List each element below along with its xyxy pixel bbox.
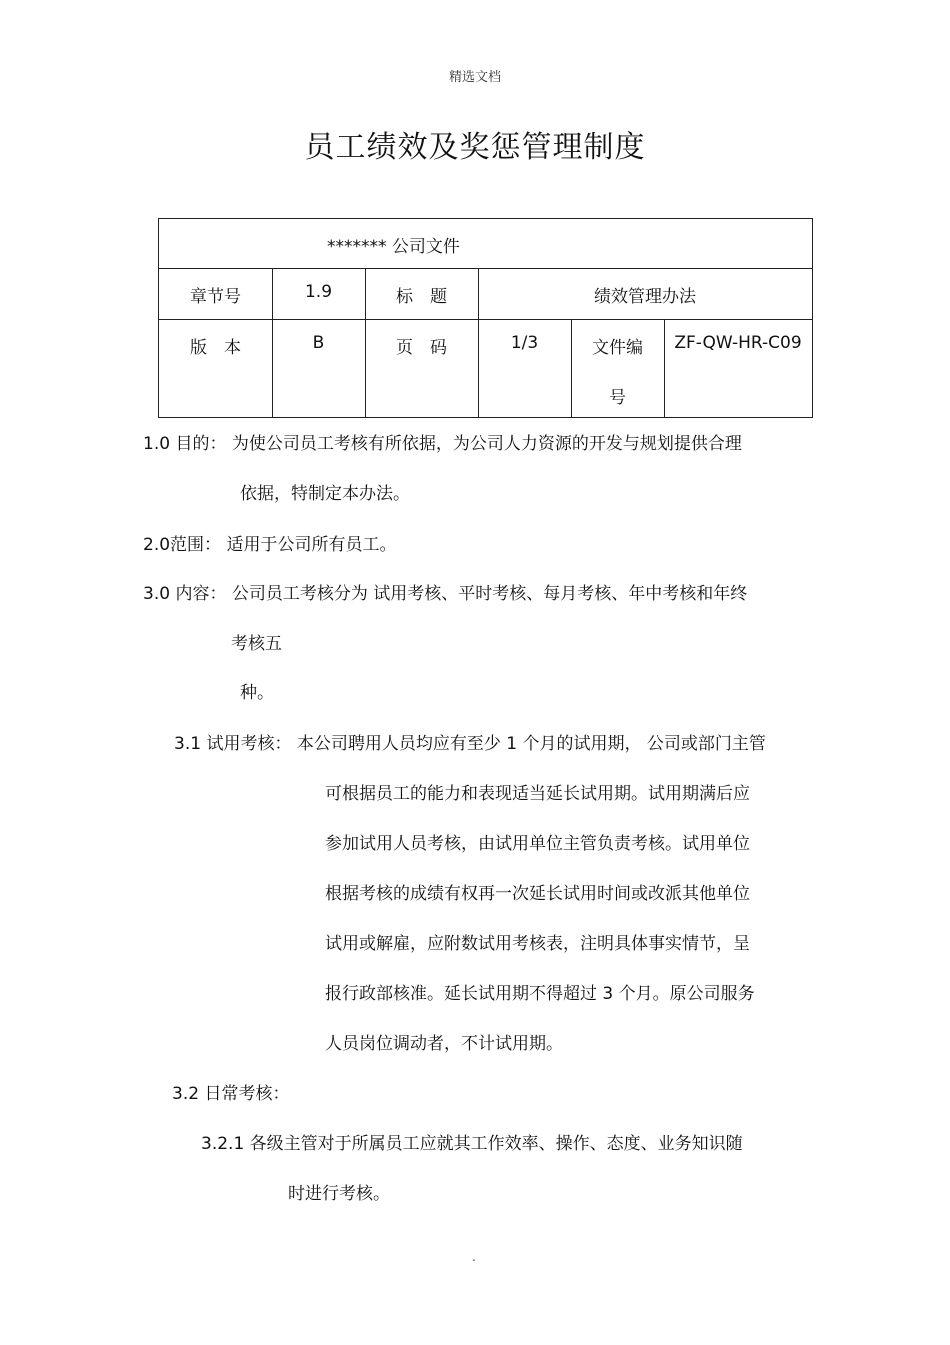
chapter-value: 1.9 xyxy=(304,282,333,302)
footer-mark: . xyxy=(472,1250,476,1264)
file-number-label-cont: 号 xyxy=(609,388,626,408)
section-3-1-line-7: 人员岗位调动者，不计试用期。 xyxy=(325,1034,563,1054)
section-3-line-1: 3.0 内容： 公司员工考核分为 试用考核、平时考核、每月考核、年中考核和年终 xyxy=(143,584,748,604)
section-3-1-line-4: 根据考核的成绩有权再一次延长试用时间或改派其他单位 xyxy=(325,884,750,904)
company-file-label: ******* 公司文件 xyxy=(327,237,460,257)
title-label: 标 题 xyxy=(396,287,447,307)
section-3-2-1-line-1: 3.2.1 各级主管对于所属员工应就其工作效率、操作、态度、业务知识随 xyxy=(201,1134,743,1154)
table-row-divider xyxy=(159,268,812,269)
section-2-line-1: 2.0范围： 适用于公司所有员工。 xyxy=(143,535,397,555)
page-value: 1/3 xyxy=(510,333,539,353)
version-label: 版 本 xyxy=(190,338,241,358)
section-3-line-3: 种。 xyxy=(240,683,274,703)
document-info-table xyxy=(158,218,813,418)
chapter-label: 章节号 xyxy=(190,287,241,307)
file-number-label: 文件编 xyxy=(592,338,643,358)
section-3-line-2: 考核五 xyxy=(231,634,282,654)
table-row-divider xyxy=(159,319,812,320)
section-1-line-1: 1.0 目的： 为使公司员工考核有所依据，为公司人力资源的开发与规划提供合理 xyxy=(143,434,742,454)
section-3-2-1-line-2: 时进行考核。 xyxy=(288,1184,390,1204)
version-value: B xyxy=(312,333,325,353)
page-header: 精选文档 xyxy=(448,70,501,85)
section-1-line-2: 依据，特制定本办法。 xyxy=(240,484,410,504)
file-number-value: ZF-QW-HR-C09 xyxy=(674,333,802,353)
page-label: 页 码 xyxy=(396,338,447,358)
section-3-1-line-3: 参加试用人员考核，由试用单位主管负责考核。试用单位 xyxy=(325,834,750,854)
document-title: 员工绩效及奖惩管理制度 xyxy=(304,130,646,165)
section-3-1-line-6: 报行政部核准。延长试用期不得超过 3 个月。原公司服务 xyxy=(325,984,755,1004)
section-3-2-line-1: 3.2 日常考核： xyxy=(172,1084,290,1104)
title-value: 绩效管理办法 xyxy=(594,287,696,307)
section-3-1-line-2: 可根据员工的能力和表现适当延长试用期。试用期满后应 xyxy=(325,784,750,804)
section-3-1-line-1: 3.1 试用考核： 本公司聘用人员均应有至少 1 个月的试用期， 公司或部门主管 xyxy=(174,734,766,754)
section-3-1-line-5: 试用或解雇，应附数试用考核表，注明具体事实情节，呈 xyxy=(325,934,750,954)
